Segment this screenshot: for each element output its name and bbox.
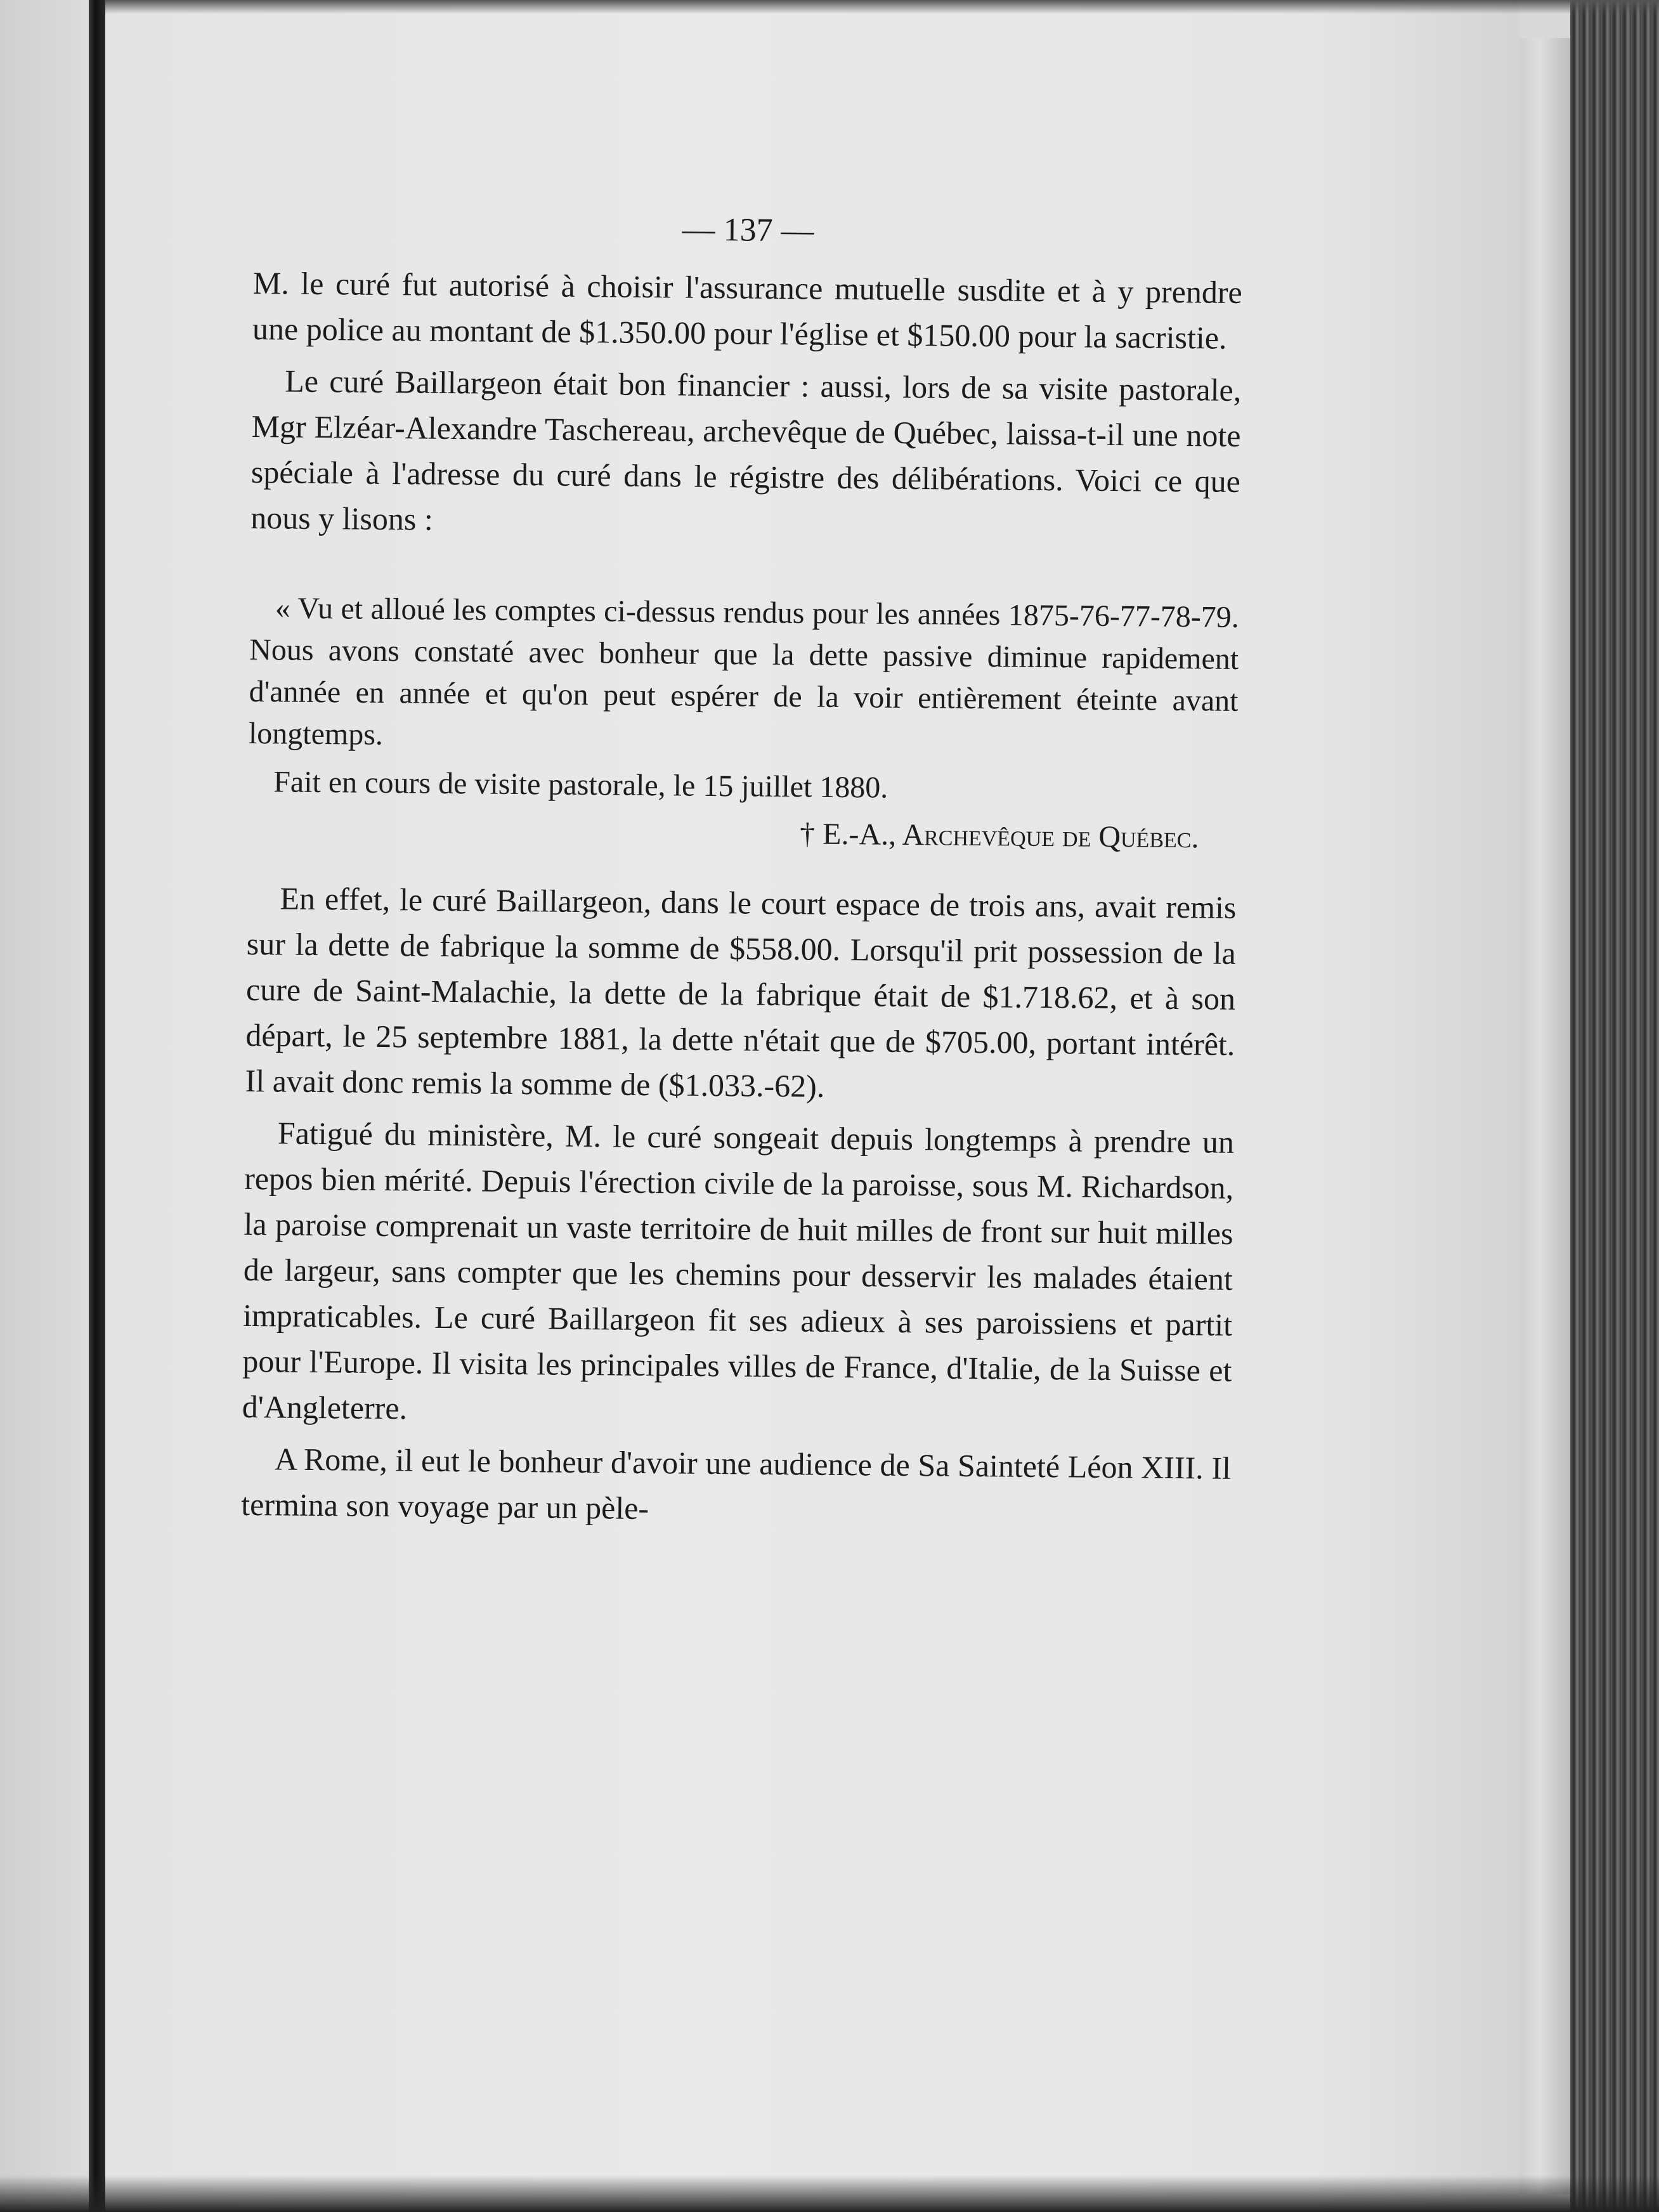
archbishop-note — [247, 587, 1239, 859]
paragraph-debt: En effet, le curé Baillargeon, dans le court espace de trois ans, avait remis sur la dette de fabrique la somme de $558.00. Lorsqu'il prit possession de la cure de Saint-Malachie, la dette de la fabrique était de $1.718.62, et à son départ, le 25 septembre 1881, la dette n'était que de $705.00, portant intérêt. Il avait donc remis la somme de ($1.033.-62). — [245, 880, 1237, 1104]
paragraph-insurance: M. le curé fut autorisé à choisir l'assurance mutuelle susdite et à y prendre une police au montant de $1.350.00 pour l'église et $150.00 pour la sacristie. — [252, 264, 1242, 356]
body-after-quote — [241, 875, 1237, 1537]
page-text — [241, 203, 1243, 1543]
top-shadow — [105, 0, 1659, 14]
page-stack-edge — [1570, 0, 1659, 2212]
paragraph-fatigue: Fatigué du ministère, M. le curé songeait depuis longtemps à prendre un repos bien mérité. Depuis l'érection civile de la paroisse, sous M. Richardson, la paroise comprenait un vaste territoire de huit milles de front sur huit milles de largeur, sans compter que les chemins pour desservir les malades étaient impraticables. Le curé Baillargeon fit ses adieux à ses paroissiens et partit pour l'Europe. Il visita les principales villes de France, d'Italie, de la Suisse et d'Angleterre. — [242, 1115, 1235, 1426]
book-gutter — [89, 0, 105, 2212]
bottom-shadow — [0, 2175, 1659, 2212]
quote-text: « Vu et alloué les comptes ci-dessus rendus pour les années 1875-76-77-78-79. Nous avons constaté avec bonheur que la dette passive diminue rapidement d'année en année et qu'on peut espérer de la voir entièrement éteinte avant longtemps. — [248, 591, 1240, 751]
facing-page-edge — [0, 0, 89, 2212]
quote-signature: † E.-A., Archevêque de Québec. — [799, 817, 1199, 855]
page-block-edge — [1519, 38, 1570, 2194]
paragraph-visit: Le curé Baillargeon était bon financier : aussi, lors de sa visite pastorale, Mgr Elzéar-Alexandre Taschereau, archevêque de Québec, laissa-t-il une note spéciale à l'adresse du curé dans le régistre des délibérations. Voici ce que nous y lisons : — [250, 363, 1242, 537]
page-number: — 137 — — [682, 211, 814, 249]
quote-date-line: Fait en cours de visite pastorale, le 15 juillet 1880. — [273, 765, 888, 805]
paragraph-rome: A Rome, il eut le bonheur d'avoir une audience de Sa Sainteté Léon XIII. Il termina son voyage par un pèle- — [241, 1441, 1232, 1526]
